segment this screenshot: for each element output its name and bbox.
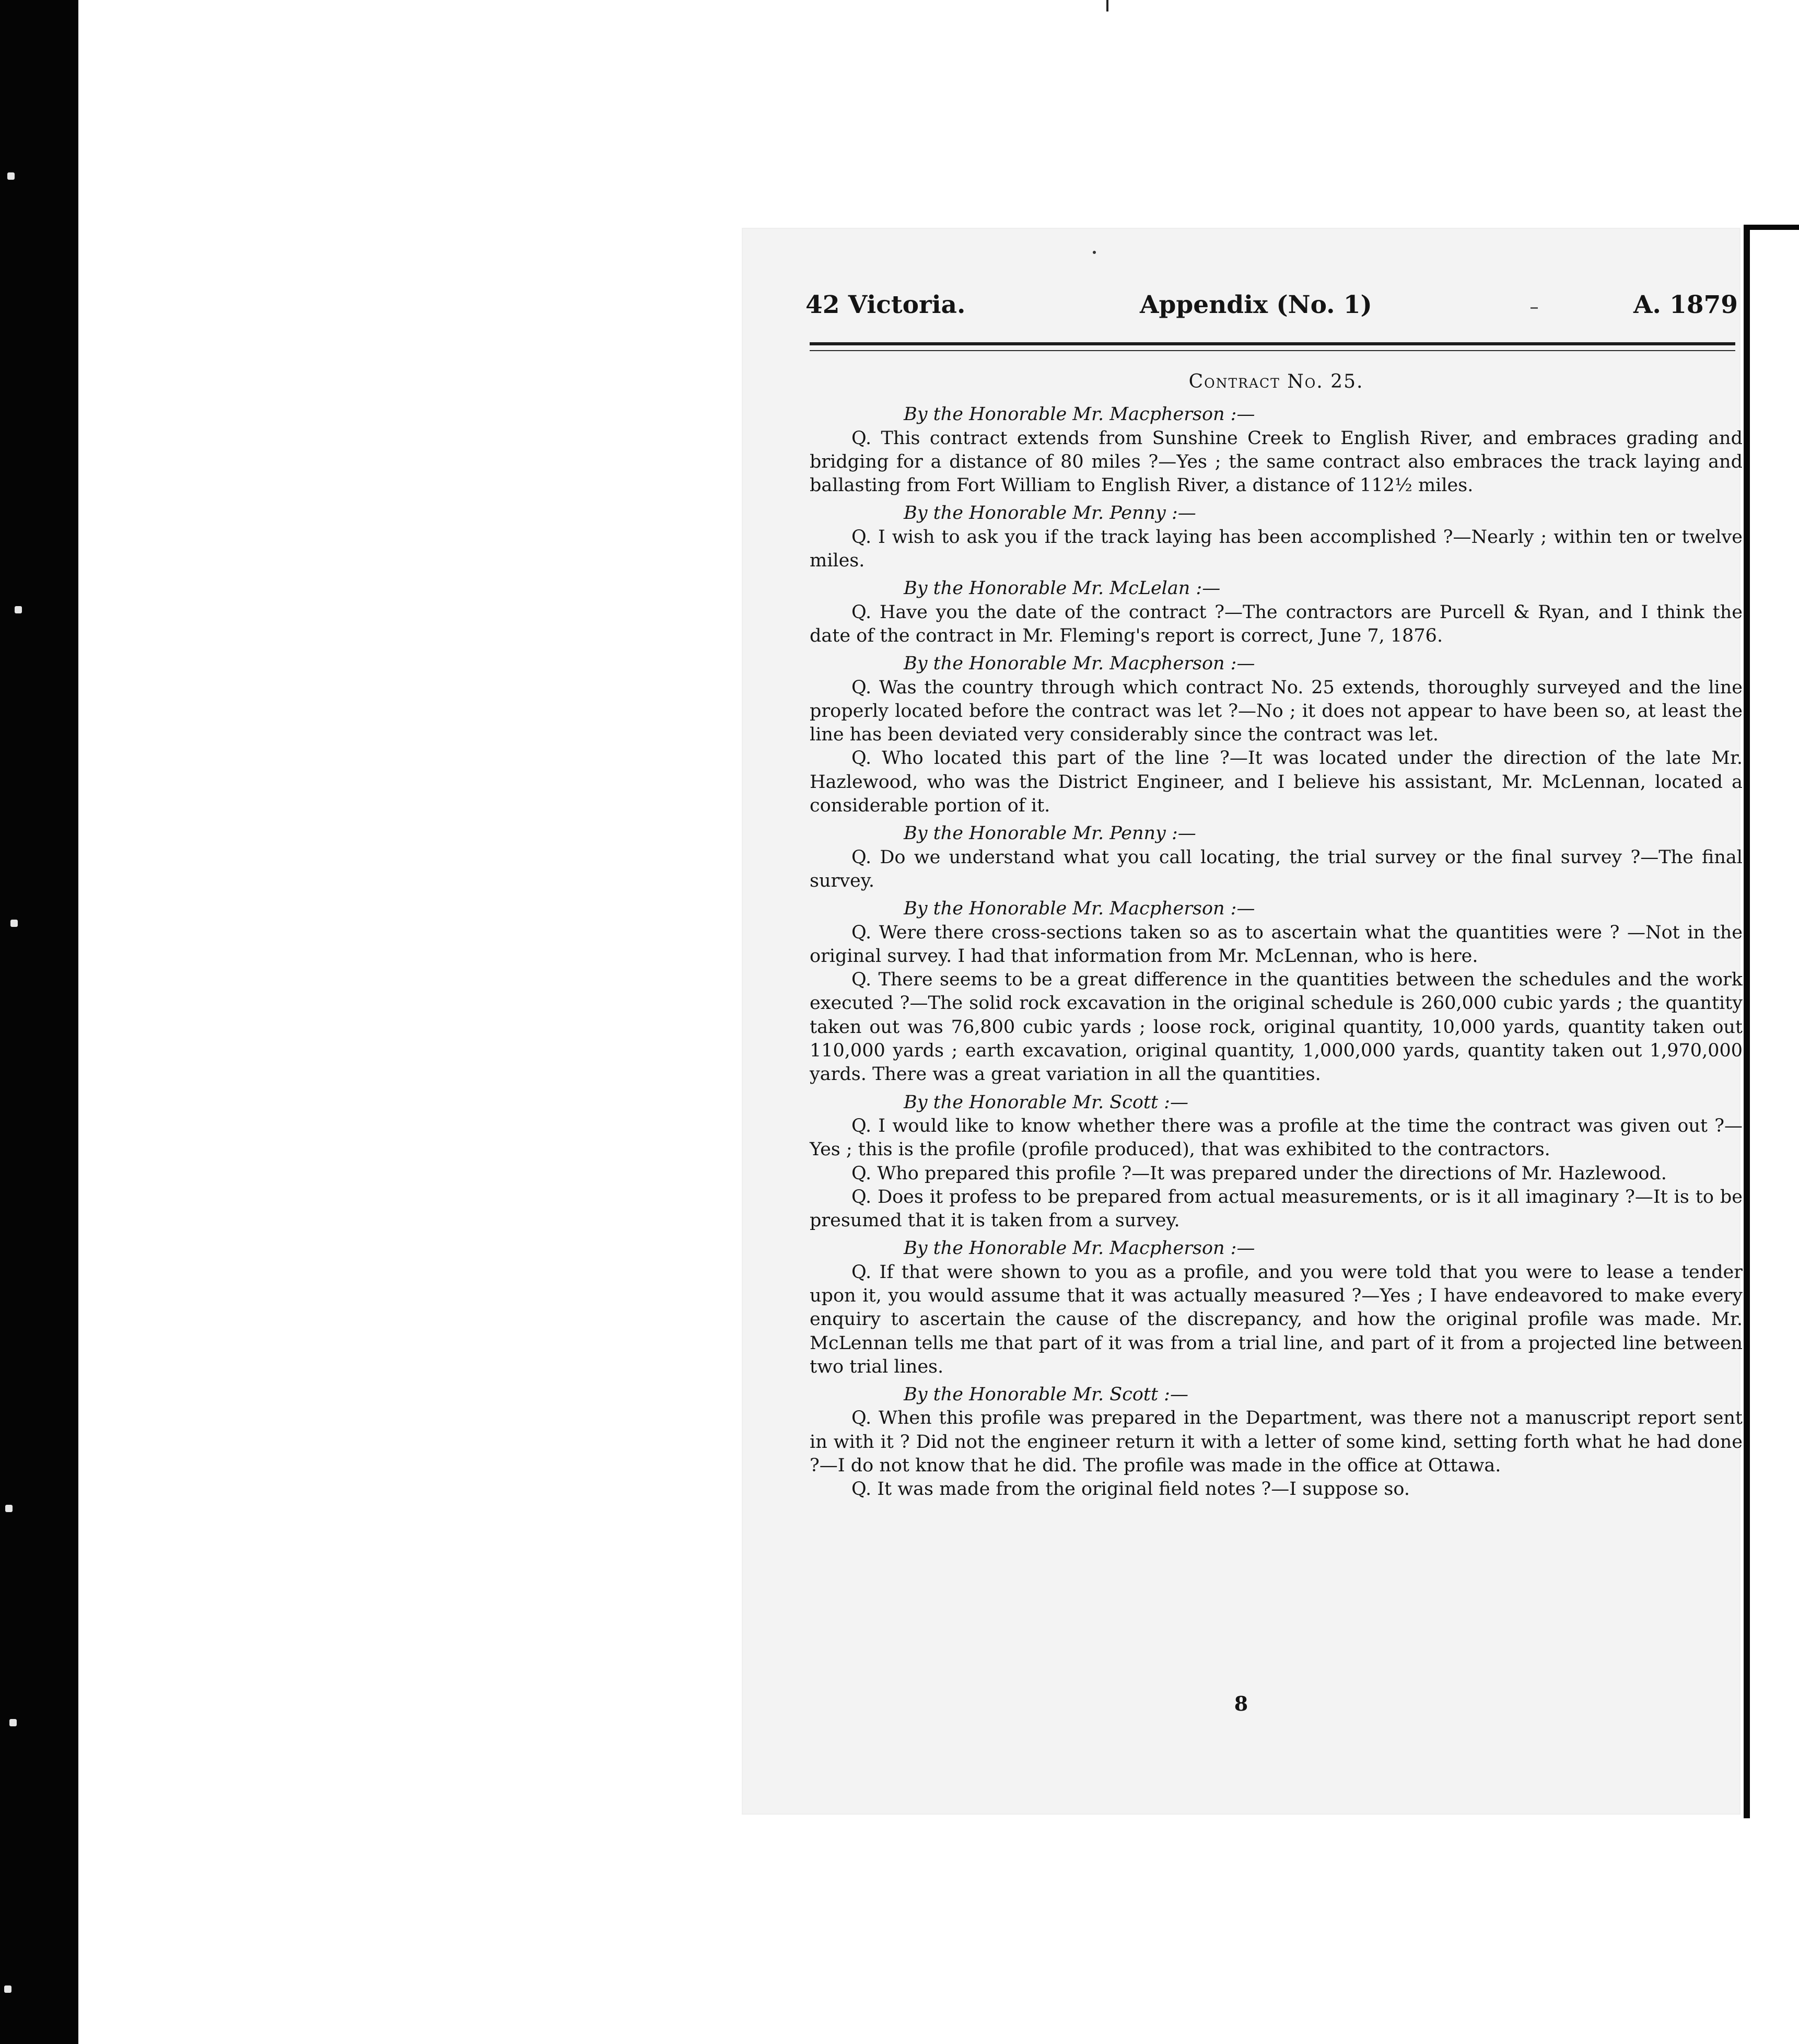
speaker-heading: By the Honorable Mr. Scott :—: [904, 1384, 1188, 1406]
header-session: 42 Victoria.: [805, 291, 966, 319]
speaker-heading: By the Honorable Mr. Macpherson :—: [904, 404, 1255, 425]
speaker-heading: By the Honorable Mr. Scott :—: [904, 1091, 1188, 1113]
question-answer-paragraph: Q. Who located this part of the line ?—It was located under the direction of the late Mr. Hazlewood, who was the District Engineer, and I believe his assistant, Mr. McLennan, located a considerable portion of it.: [810, 748, 1743, 817]
question-answer-paragraph: Q. Does it profess to be prepared from actual measurements, or is it all imaginary ?—It is to be presumed that it is taken from a survey.: [810, 1186, 1743, 1232]
question-answer-paragraph: Q. I wish to ask you if the track laying has been accomplished ?—Nearly ; within ten or twelve miles.: [810, 526, 1743, 572]
speaker-heading: By the Honorable Mr. Penny :—: [904, 823, 1196, 844]
header-rule-thick: [810, 342, 1735, 345]
speaker-heading: By the Honorable Mr. Macpherson :—: [904, 898, 1255, 920]
question-answer-paragraph: Q. If that were shown to you as a profile, and you were told that you were to lease a tender upon it, you would assume that it was actually measured ?—Yes ; I have endeavored to make every enquiry to ascertain the cause of the discrepancy, and how the original profile was made. Mr. McLennan tells me that part of it was from a trial line, and part of it from a projected line between two trial lines.: [810, 1261, 1743, 1377]
speaker-heading: By the Honorable Mr. Penny :—: [904, 503, 1196, 524]
question-answer-paragraph: Q. It was made from the original field notes ?—I suppose so.: [851, 1479, 1410, 1500]
print-speck: [1093, 251, 1096, 254]
question-answer-paragraph: Q. I would like to know whether there was a profile at the time the contract was given out ?—Yes ; this is the profile (profile produced), that was exhibited to the contractors.: [810, 1115, 1743, 1160]
adjacent-page-edge-top: [1744, 225, 1799, 230]
question-answer-paragraph: Q. Was the country through which contract No. 25 extends, thoroughly surveyed and the line properly located before the contract was let ?—No ; it does not appear to have been so, at least the line has been deviated very considerably since the contract was let.: [810, 677, 1743, 746]
scan-speck: [5, 1505, 13, 1512]
question-answer-paragraph: Q. Were there cross-sections taken so as to ascertain what the quantities were ? —Not in the original survey. I had that information from Mr. McLennan, who is here.: [810, 922, 1743, 967]
scan-speck: [9, 1719, 17, 1726]
question-answer-paragraph: Q. Do we understand what you call locating, the trial survey or the final survey ?—The final survey.: [810, 846, 1743, 891]
speaker-heading: By the Honorable Mr. McLelan :—: [904, 578, 1221, 599]
running-header: [805, 291, 1738, 327]
speaker-heading: By the Honorable Mr. Macpherson :—: [904, 653, 1255, 675]
header-appendix: Appendix (No. 1): [1140, 291, 1372, 319]
document-page: [743, 229, 1743, 1814]
scan-speck: [4, 1985, 11, 1993]
testimony-body: [810, 370, 1743, 1502]
adjacent-page-edge: [1744, 225, 1750, 1818]
page-number: 8: [1234, 1692, 1248, 1715]
testimony-items: [810, 403, 1743, 1501]
scan-speck: [15, 606, 22, 613]
scan-border-left: [0, 0, 78, 2044]
section-title: Contract No. 25.: [1188, 371, 1364, 392]
header-year: A. 1879: [1633, 291, 1738, 319]
header-rule-thin: [810, 350, 1735, 351]
question-answer-paragraph: Q. Have you the date of the contract ?—The contractors are Purcell & Ryan, and I think the date of the contract in Mr. Fleming's report is correct, June 7, 1876.: [810, 601, 1743, 646]
scan-speck: [10, 920, 18, 927]
question-answer-paragraph: Q. Who prepared this profile ?—It was prepared under the directions of Mr. Hazlewood.: [851, 1163, 1667, 1184]
question-answer-paragraph: Q. There seems to be a great difference in the quantities between the schedules and the work executed ?—The solid rock excavation in the original schedule is 260,000 cubic yards ; the quantity taken out was 76,800 cubic yards ; loose rock, original quantity, 10,000 yards, quantity taken out 110,000 yards ; earth excavation, original quantity, 1,000,000 yards, quantity taken out 1,970,000 yards. There was a great variation in all the quantities.: [810, 969, 1743, 1085]
scan-speck: [7, 172, 15, 180]
speaker-heading: By the Honorable Mr. Macpherson :—: [904, 1238, 1255, 1259]
question-answer-paragraph: Q. When this profile was prepared in the Department, was there not a manuscript report sent in with it ? Did not the engineer return it with a letter of some kind, setting forth what he had done ?—I do not know that he did. The profile was made in the office at Ottawa.: [810, 1408, 1743, 1477]
scan-artifact: [1106, 0, 1108, 11]
question-answer-paragraph: Q. This contract extends from Sunshine Creek to English River, and embraces grading and bridging for a distance of 80 miles ?—Yes ; the same contract also embraces the track laying and ballasting from Fort William to English River, a distance of 112½ miles.: [810, 427, 1743, 496]
